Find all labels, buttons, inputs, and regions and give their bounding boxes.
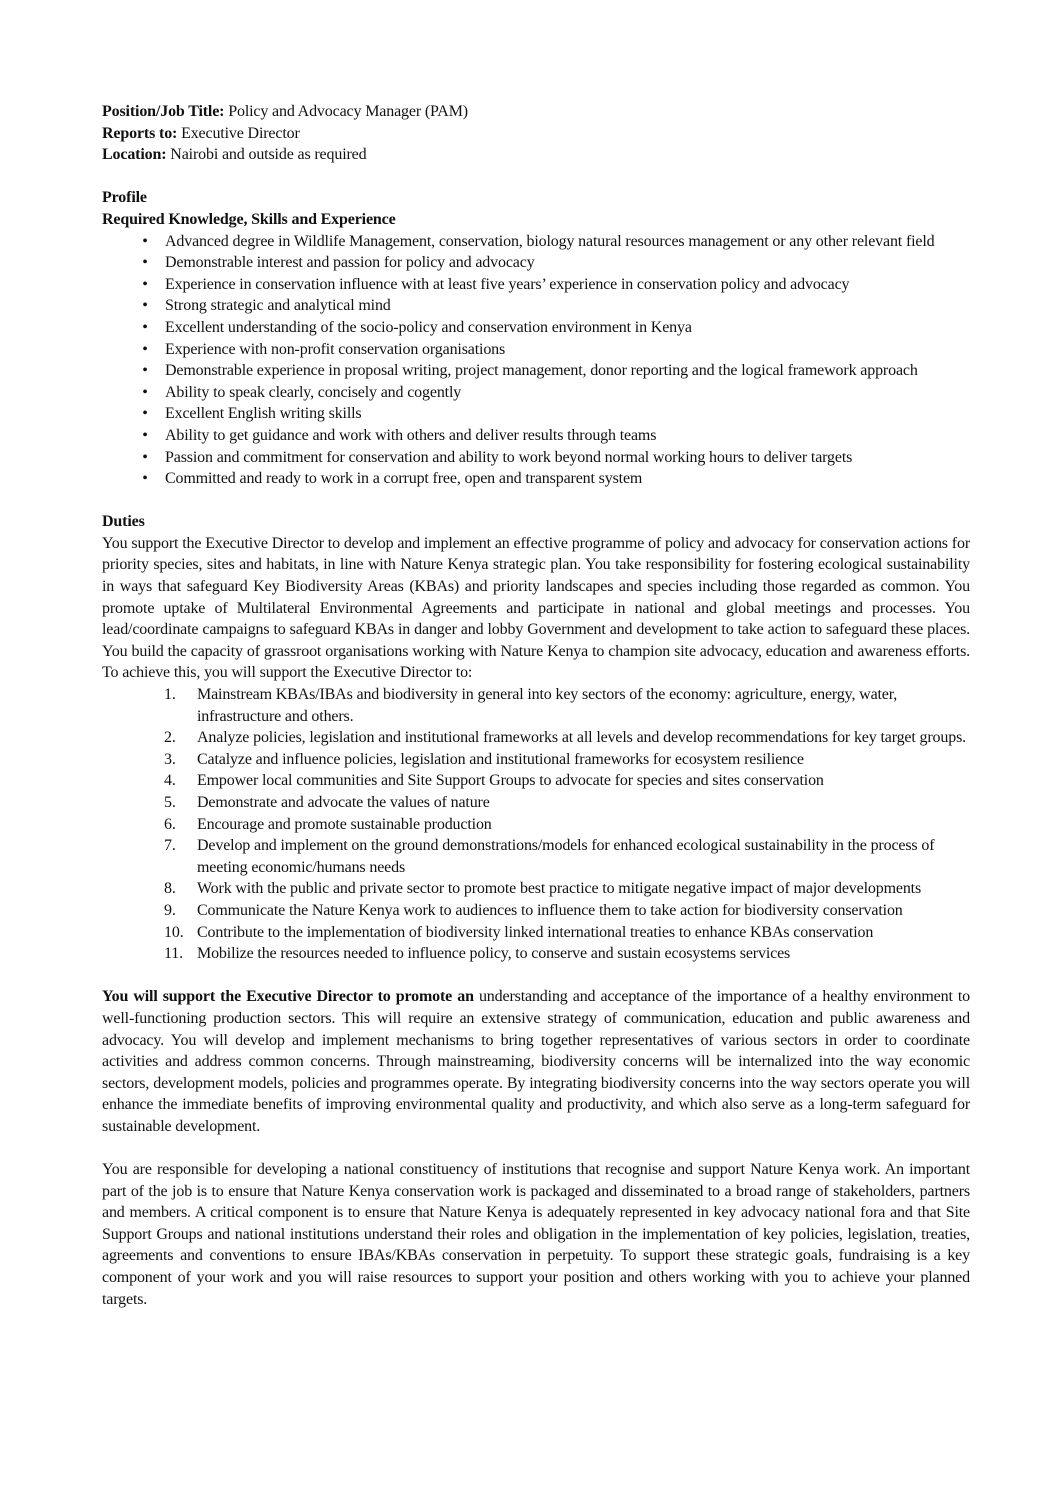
list-item-text: Strong strategic and analytical mind	[165, 297, 391, 315]
location-label: Location:	[102, 146, 167, 164]
list-item-text: Develop and implement on the ground demonstrations/models for enhanced ecological sustainability in the process of meeting economic/humans needs	[197, 837, 935, 876]
reports-to-label: Reports to:	[102, 124, 178, 142]
spacer	[102, 166, 970, 188]
list-item-text: Empower local communities and Site Support Groups to advocate for species and sites conservation	[197, 772, 824, 790]
list-item	[142, 425, 970, 447]
item-number: 2.	[164, 729, 176, 747]
list-item-text: Excellent English writing skills	[165, 405, 362, 423]
bullet-icon: •	[142, 254, 148, 272]
bullet-icon: •	[142, 426, 148, 444]
promote-paragraph	[102, 986, 970, 1137]
bullet-icon: •	[142, 232, 148, 250]
item-number: 5.	[164, 794, 176, 811]
list-item-text: Communicate the Nature Kenya work to audiences to influence them to take action for biodiversity conservation	[197, 901, 903, 919]
bullet-icon: •	[142, 470, 148, 488]
duties-list	[102, 684, 970, 965]
document-page	[102, 101, 970, 1310]
list-item	[164, 770, 970, 792]
list-item	[142, 317, 970, 339]
item-number: 8.	[164, 880, 176, 898]
list-item	[142, 231, 970, 253]
list-item-text: Ability to speak clearly, concisely and cogently	[165, 383, 462, 401]
item-number: 1.	[164, 686, 176, 704]
bullet-icon: •	[142, 318, 148, 336]
requirements-list	[102, 231, 970, 490]
spacer	[102, 490, 970, 512]
list-item	[142, 447, 970, 469]
list-item-text: Encourage and promote sustainable production	[197, 815, 492, 833]
position-title-value: Policy and Advocacy Manager (PAM)	[228, 103, 468, 120]
list-item-text: Analyze policies, legislation and institutional frameworks at all levels and develop recommendations for key target groups.	[197, 729, 967, 747]
list-item-text: Demonstrable interest and passion for policy and advocacy	[165, 254, 535, 272]
list-item-text: Catalyze and influence policies, legislation and institutional frameworks for ecosystem resilience	[197, 750, 804, 768]
duties-intro-paragraph: You support the Executive Director to develop and implement an effective programme of policy and advocacy for conservation actions for priority species, sites and habitats, in line with Nature Kenya strategic plan. You take responsibility for fostering ecological sustainability in ways that safeguard Key Biodiversity Areas (KBAs) and priority landscapes and species including those regarded as common. You promote uptake of Multilateral Environmental Agreements and participate in national and global meetings and processes. You lead/coordinate campaigns to safeguard KBAs in danger and lobby Government and development to take action to safeguard these places. You build the capacity of grassroot organisations working with Nature Kenya to champion site advocacy, education and awareness efforts. To achieve this, you will support the Executive Director to:	[102, 534, 970, 682]
bullet-icon: •	[142, 340, 148, 358]
item-number: 9.	[164, 901, 176, 919]
list-item	[142, 252, 970, 274]
location-value: Nairobi and outside as required	[170, 146, 367, 164]
promote-lead: You will support the Executive Director to promote an	[102, 988, 474, 1006]
list-item	[142, 339, 970, 361]
list-item-text: Contribute to the implementation of biodiversity linked international treaties to enhance KBAs conservation	[197, 923, 874, 941]
item-number: 6.	[164, 815, 176, 833]
list-item-text: Experience in conservation influence with at least five years’ experience in conservation policy and advocacy	[165, 275, 850, 293]
list-item	[142, 468, 970, 490]
profile-heading: Profile	[102, 189, 147, 207]
bullet-icon: •	[142, 448, 148, 466]
duties-heading: Duties	[102, 513, 145, 531]
list-item-text: Work with the public and private sector to promote best practice to mitigate negative impact of major developments	[197, 880, 922, 898]
list-item-text: Advanced degree in Wildlife Management, conservation, biology natural resources management or any other relevant field	[165, 232, 935, 250]
requirements-heading: Required Knowledge, Skills and Experience	[102, 210, 396, 228]
list-item-text: Ability to get guidance and work with others and deliver results through teams	[165, 426, 657, 444]
list-item	[164, 943, 970, 965]
constituency-paragraph: You are responsible for developing a national constituency of institutions that recognise and support Nature Kenya work. An important part of the job is to ensure that Nature Kenya conservation work is packaged and disseminated to a broad range of stakeholders, partners and members. A critical component is to ensure that Nature Kenya is adequately represented in key advocacy national fora and that Site Support Groups and national institutions understand their roles and obligation in the implementation of key policies, legislation, treaties, agreements and conventions to ensure IBAs/KBAs conservation in perpetuity. To support these strategic goals, fundraising is a key component of your work and you will raise resources to support your position and others working with you to achieve your planned targets.	[102, 1161, 970, 1308]
item-number: 4.	[164, 772, 176, 790]
position-title-label: Position/Job Title:	[102, 103, 225, 120]
bullet-icon: •	[142, 297, 148, 315]
reports-to-value: Executive Director	[181, 124, 300, 142]
spacer	[102, 1138, 970, 1160]
list-item-text: Mainstream KBAs/IBAs and biodiversity in general into key sectors of the economy: agriculture, energy, water, infrastructure and others.	[197, 686, 898, 725]
list-item	[164, 749, 970, 771]
item-number: 3.	[164, 750, 176, 768]
list-item	[142, 382, 970, 404]
list-item	[142, 360, 970, 382]
list-item-text: Committed and ready to work in a corrupt free, open and transparent system	[165, 470, 643, 488]
bullet-icon: •	[142, 383, 148, 401]
bullet-icon: •	[142, 405, 148, 423]
list-item	[164, 727, 970, 749]
location-line	[102, 144, 970, 166]
list-item-text: Mobilize the resources needed to influence policy, to conserve and sustain ecosystems services	[197, 945, 791, 963]
list-item-text: Excellent understanding of the socio-policy and conservation environment in Kenya	[165, 318, 692, 336]
list-item	[142, 403, 970, 425]
item-number: 11.	[164, 945, 183, 963]
position-title-line	[102, 101, 970, 123]
item-number: 10.	[164, 923, 184, 941]
list-item-text: Passion and commitment for conservation and ability to work beyond normal working hours to deliver targets	[165, 448, 853, 466]
reports-to-line	[102, 123, 970, 145]
list-item-text: Demonstrate and advocate the values of nature	[197, 794, 490, 811]
list-item	[164, 814, 970, 836]
list-item	[164, 922, 970, 944]
bullet-icon: •	[142, 362, 148, 380]
list-item	[164, 792, 970, 814]
list-item	[142, 274, 970, 296]
list-item	[164, 835, 970, 878]
list-item-text: Experience with non-profit conservation organisations	[165, 340, 506, 358]
list-item	[142, 295, 970, 317]
spacer	[102, 965, 970, 987]
list-item	[164, 900, 970, 922]
list-item	[164, 878, 970, 900]
list-item	[164, 684, 970, 727]
item-number: 7.	[164, 837, 176, 855]
list-item-text: Demonstrable experience in proposal writing, project management, donor reporting and the logical framework approach	[165, 362, 918, 380]
promote-text: understanding and acceptance of the importance of a healthy environment to well-functioning production sectors. This will require an extensive strategy of communication, education and public awareness and advocacy. You will develop and implement mechanisms to bring together representatives of various sectors in order to coordinate activities and address common concerns. Through mainstreaming, biodiversity concerns will be internalized into the way economic sectors, development models, policies and programmes operate. By integrating biodiversity concerns into the way sectors operate you will enhance the immediate benefits of improving environmental quality and productivity, and which also serve as a long-term safeguard for sustainable development.	[102, 988, 970, 1135]
bullet-icon: •	[142, 275, 148, 293]
